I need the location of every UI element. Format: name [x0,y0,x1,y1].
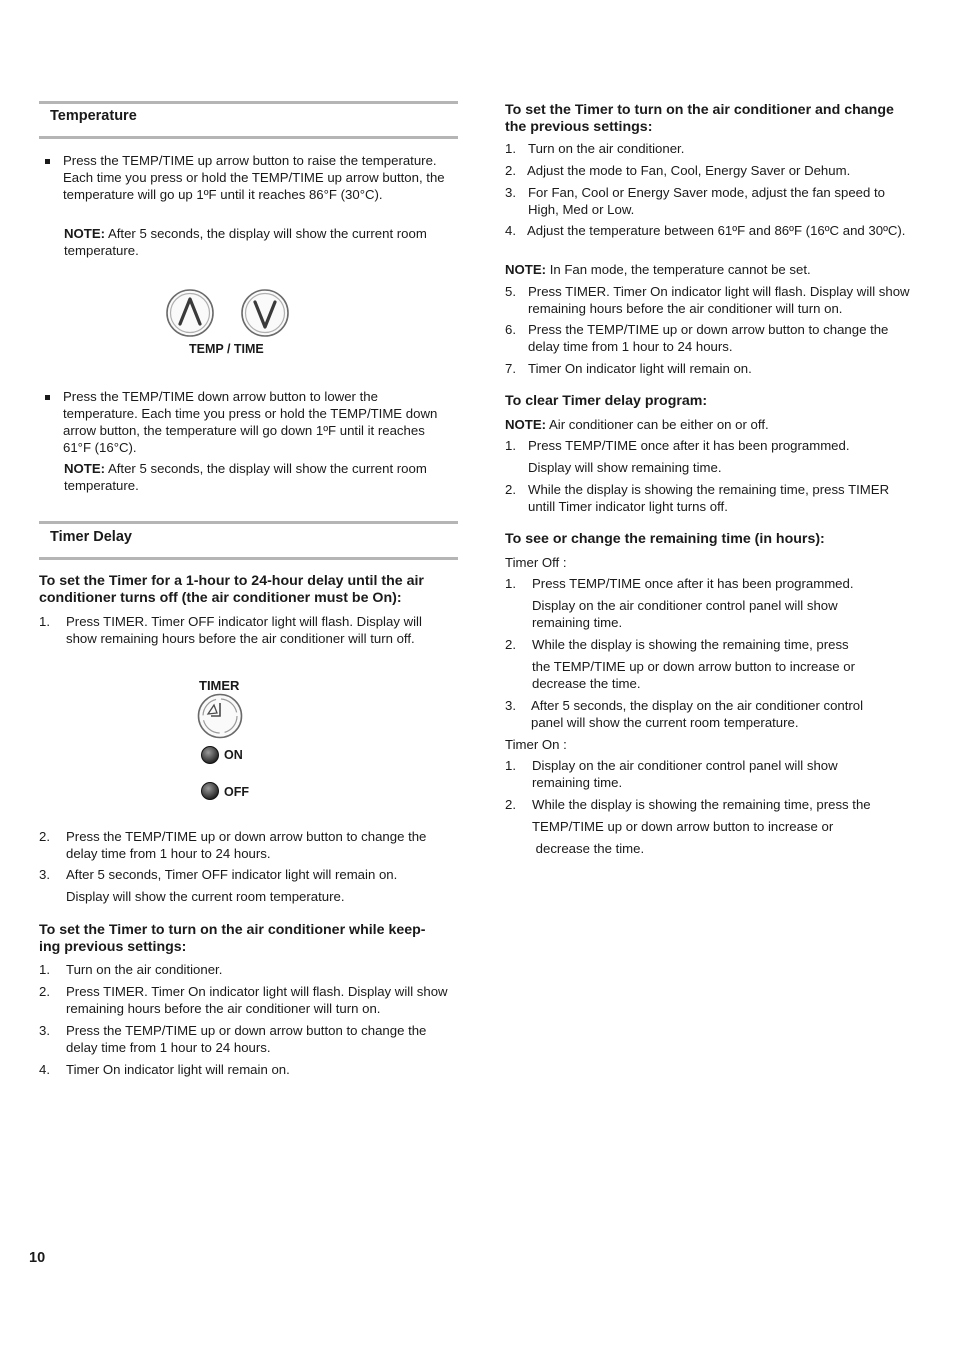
bullet-marker [45,395,50,400]
list-text: While the display is showing the remaining time, press the [532,797,871,812]
list-number: 3. [505,185,516,200]
list-number: 4. [505,223,516,238]
subheading-clear-timer: To clear Timer delay program: [505,393,708,409]
list-text: While the display is showing the remaining time, press [532,637,849,652]
timer-button[interactable] [196,692,244,740]
list-text: Press TIMER. Timer OFF indicator light will flash. Display will show remaining hours before the air conditioner will turn off. [66,614,422,646]
list-number: 5. [505,284,516,299]
list-number: 2. [505,797,516,812]
list-text: Press the TEMP/TIME up or down arrow button to change the delay time from 1 hour to 24 hours. [66,1023,427,1055]
timer-label: TIMER [199,678,240,693]
bullet-text: Press the TEMP/TIME up arrow button to raise the temperature. Each time you press or hold the TEMP/TIME up arrow button, the temperature will go up 1ºF until it reaches 86°F (30°C). [63,153,445,202]
list-number: 2. [505,482,516,497]
subheading-line: To set the Timer to turn on the air conditioner while keep- [39,922,426,938]
subheading-timer-off: To set the Timer for a 1-hour to 24-hour delay until the air conditioner turns off (the air conditioner must be On): [39,573,424,606]
list-number: 1. [505,576,516,591]
list-text: Adjust the mode to Fan, Cool, Energy Saver or Dehum. [527,163,851,178]
section-rule-bottom [39,557,458,560]
section-heading-temperature: Temperature [50,108,137,124]
list-text: After 5 seconds, Timer OFF indicator light will remain on. [66,867,398,882]
list-text: Adjust the temperature between 61ºF and 86ºF (16ºC and 30ºC). [527,223,906,238]
subheading-timer-on-keep [39,922,459,956]
bullet-text: Press the TEMP/TIME down arrow button to lower the temperature. Each time you press or hold the TEMP/TIME down arrow button, the temperature will go down 1ºF until it reaches 61°F (16°C). [63,389,438,455]
on-indicator-light [200,745,220,765]
list-continuation: the TEMP/TIME up or down arrow button to increase or decrease the time. [532,659,855,691]
list-continuation: Display will show the current room temperature. [66,889,345,904]
list-number: 3. [505,698,516,713]
list-number: 7. [505,361,516,376]
list-text: Timer On indicator light will remain on. [528,361,752,376]
off-label: OFF [224,785,249,799]
list-number: 1. [505,438,516,453]
list-number: 6. [505,322,516,337]
list-number: 3. [39,867,50,882]
down-arrow-icon[interactable] [242,290,288,336]
list-text: Timer On indicator light will remain on. [66,1062,290,1077]
list-text: Press TEMP/TIME once after it has been programmed. [528,438,850,453]
list-number: 2. [505,163,516,178]
section-heading-timer-delay: Timer Delay [50,529,132,545]
list-text: Display on the air conditioner control panel will show remaining time. [532,758,838,790]
list-text: While the display is showing the remaining time, press TIMER untill Timer indicator light turns off. [528,482,890,514]
bullet-lower-temperature [63,388,448,456]
temp-time-label: TEMP / TIME [189,342,264,356]
note-label: NOTE: [505,262,547,277]
list-continuation: Display will show remaining time. [528,460,722,475]
note-text: In Fan mode, the temperature cannot be set. [546,262,811,277]
section-rule-top [39,101,458,104]
list-text: For Fan, Cool or Energy Saver mode, adjust the fan speed to High, Med or Low. [528,185,885,217]
note-text: After 5 seconds, the display will show the current room temperature. [64,226,427,258]
list-text: Press TIMER. Timer On indicator light will flash. Display will show remaining hours before the air conditioner will turn on. [528,284,910,316]
list-text: Turn on the air conditioner. [528,141,685,156]
timer-on-label: Timer On : [505,737,567,752]
list-text: After 5 seconds, the display on the air conditioner control panel will show the current room temperature. [531,698,864,730]
section-rule-bottom [39,136,458,139]
subheading-line: ing previous settings: [39,939,187,955]
list-text: Press the TEMP/TIME up or down arrow button to change the delay time from 1 hour to 24 hours. [528,322,889,354]
list-text: Turn on the air conditioner. [66,962,223,977]
page-number: 10 [29,1250,46,1266]
list-number: 4. [39,1062,50,1077]
subheading-remaining-time: To see or change the remaining time (in hours): [505,531,825,547]
subheading-timer-on-change: To set the Timer to turn on the air conditioner and change the previous settings: [505,102,894,135]
list-number: 1. [505,758,516,773]
list-number: 3. [39,1023,50,1038]
on-label: ON [224,748,243,762]
list-number: 1. [505,141,516,156]
up-arrow-icon[interactable] [167,290,213,336]
list-text: Press TEMP/TIME once after it has been programmed. [532,576,854,591]
list-number: 2. [39,984,50,999]
section-rule-top [39,521,458,524]
bullet-raise-temperature [63,152,453,203]
list-continuation: Display on the air conditioner control panel will show remaining time. [532,598,838,630]
note-lower [64,460,456,494]
list-number: 1. [39,962,50,977]
bullet-marker [45,159,50,164]
note-raise [64,225,456,259]
note-fan-mode [505,261,915,278]
list-number: 2. [505,637,516,652]
note-text: After 5 seconds, the display will show the current room temperature. [64,461,427,493]
list-number: 2. [39,829,50,844]
note-clear [505,416,915,433]
list-continuation: decrease the time. [532,841,645,856]
off-indicator-light [200,781,220,801]
list-number: 1. [39,614,50,629]
timer-off-label: Timer Off : [505,555,567,570]
list-text: Press the TEMP/TIME up or down arrow button to change the delay time from 1 hour to 24 hours. [66,829,427,861]
list-continuation: TEMP/TIME up or down arrow button to increase or [532,819,834,834]
note-label: NOTE: [505,417,547,432]
list-text: Press TIMER. Timer On indicator light will flash. Display will show remaining hours before the air conditioner will turn on. [66,984,448,1016]
note-label: NOTE: [64,461,106,476]
temp-time-buttons [160,283,300,345]
note-label: NOTE: [64,226,106,241]
note-text: Air conditioner can be either on or off. [546,417,769,432]
